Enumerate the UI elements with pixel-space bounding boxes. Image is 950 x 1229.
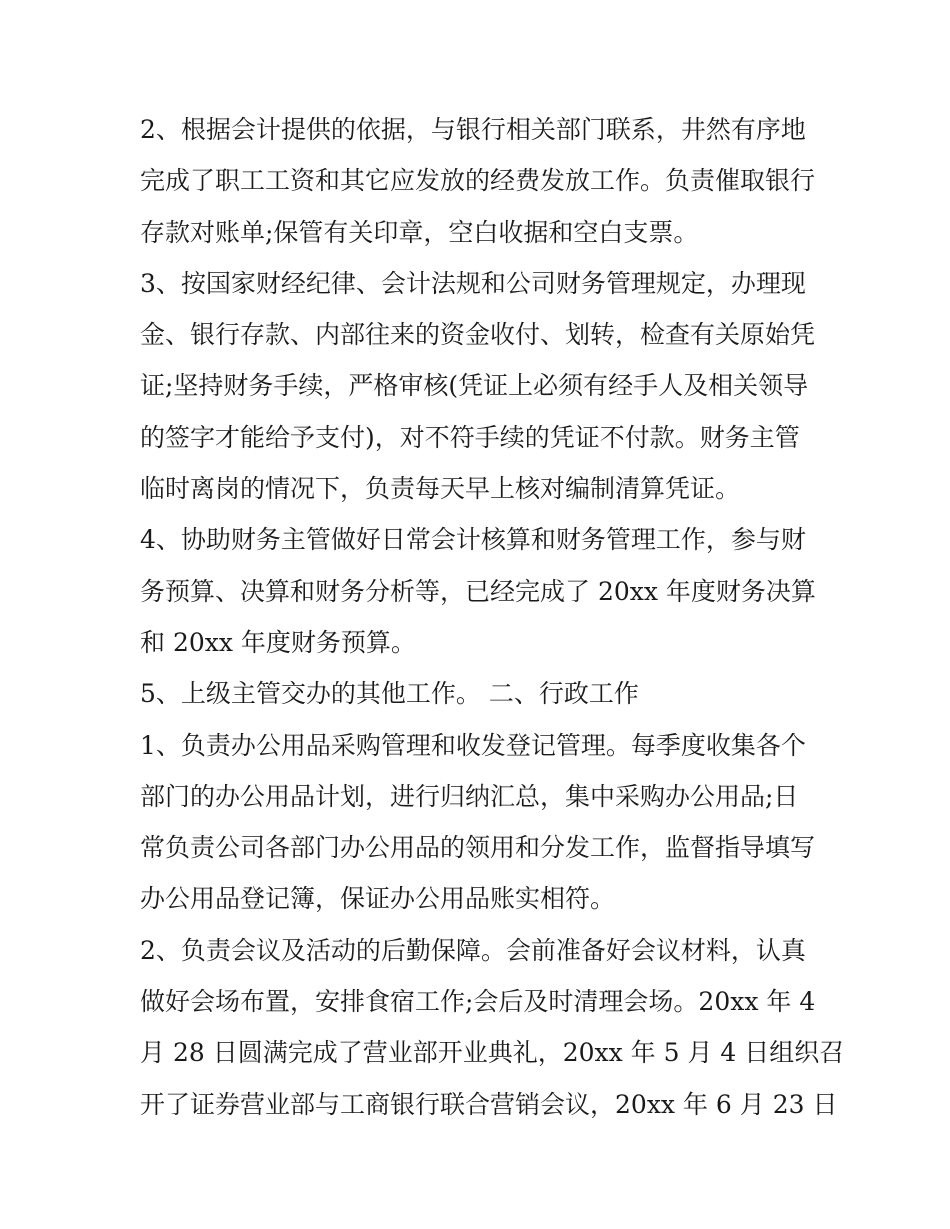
- text-line: 临时离岗的情况下，负责每天早上核对编制清算凭证。: [140, 474, 741, 504]
- text-line: 办公用品登记簿，保证办公用品账实相符。: [140, 884, 616, 914]
- text-line: 3、按国家财经纪律、会计法规和公司财务管理规定，办理现: [140, 268, 806, 298]
- text-line: 金、银行存款、内部往来的资金收付、划转，检查有关原始凭: [140, 320, 816, 350]
- text-line: 4、协助财务主管做好日常会计核算和财务管理工作，参与财: [140, 525, 806, 555]
- text-line: 证;坚持财务手续，严格审核(凭证上必须有经手人及相关领导: [140, 371, 809, 401]
- text-line: 1、负责办公用品采购管理和收发登记管理。每季度收集各个: [140, 730, 806, 760]
- text-line: 2、负责会议及活动的后勤保障。会前准备好会议材料，认真: [140, 935, 806, 965]
- text-line: 2、根据会计提供的依据，与银行相关部门联系，井然有序地: [140, 115, 806, 144]
- text-line: 常负责公司各部门办公用品的领用和分发工作，监督指导填写: [140, 833, 816, 863]
- text-line: 的签字才能给予支付)，对不符手续的凭证不付款。财务主管: [140, 422, 800, 452]
- text-line: 月 28 日圆满完成了营业部开业典礼，20xx 年 5 月 4 日组织召: [140, 1038, 845, 1068]
- document-body: [140, 104, 845, 1130]
- text-line: 完成了职工工资和其它应发放的经费发放工作。负责催取银行: [140, 166, 816, 196]
- text-line: 和 20xx 年度财务预算。: [140, 627, 416, 657]
- text-line: 开了证券营业部与工商银行联合营销会议，20xx 年 6 月 23 日: [140, 1089, 838, 1119]
- text-line: 5、上级主管交办的其他工作。 二、行政工作: [140, 679, 639, 709]
- text-line: 做好会场布置，安排食宿工作;会后及时清理会场。20xx 年 4: [140, 987, 816, 1017]
- text-line: 存款对账单;保管有关印章，空白收据和空白支票。: [140, 217, 699, 247]
- text-line: 务预算、决算和财务分析等，已经完成了 20xx 年度财务决算: [140, 576, 816, 606]
- text-line: 部门的办公用品计划，进行归纳汇总，集中采购办公用品;日: [140, 781, 799, 811]
